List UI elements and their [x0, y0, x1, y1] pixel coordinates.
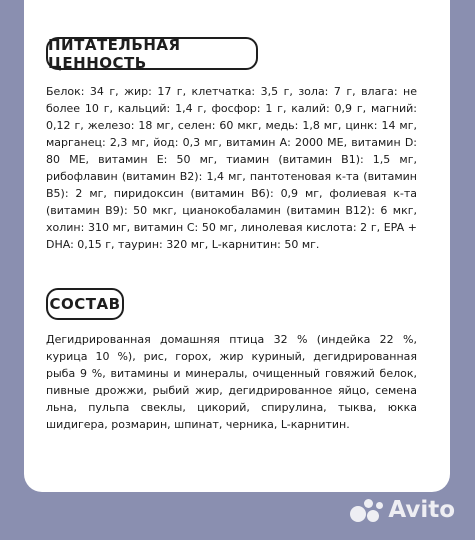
- avito-logo-icon: [350, 497, 384, 523]
- avito-watermark: [350, 497, 455, 523]
- composition-text: Дегидрированная домашняя птица 32 % (индейка 22 %, курица 10 %), рис, горох, жир куриный, дегидрированная рыба 9 %, витамины и минералы, очищенный говяжий белок, пивные дрожжи, рыбий жир, дегидрированное яйцо, семена льна, пульпа свеклы, цикорий, спирулина, тыква, юкка шидигера, розмарин, шпинат, черника, L-карнитин.: [46, 333, 417, 431]
- info-card: [24, 0, 450, 492]
- nutrition-text: Белок: 34 г, жир: 17 г, клетчатка: 3,5 г, зола: 7 г, влага: не более 10 г, кальций: 1,4 г, фосфор: 1 г, калий: 0,9 г, магний: 0,12 г, железо: 18 мг, селен: 60 мкг, медь: 1,8 мг, цинк: 14 мг, марганец: 2,3 мг, йод: 0,3 мг, витамин А: 2000 МЕ, витамин D: 80 МЕ, витамин Е: 50 мг, тиамин (витамин B1): 1,5 мг, рибофлавин (витамин B2): 1,4 мг, пантотеновая к-та (витамин B5): 2 мг, пиридоксин (витамин B6): 0,9 мг, фолиевая к-та (витамин B9): 50 мкг, цианокобаламин (витамин B12): 6 мкг, холин: 310 мг, витамин С: 50 мг, линолевая кислота: 2 г, EPA + DHA: 0,15 г, таурин: 320 мг, L-карнитин: 50 мг.: [46, 85, 417, 251]
- nutrition-heading: ПИТАТЕЛЬНАЯ ЦЕННОСТЬ: [46, 37, 258, 70]
- watermark-text: Avito: [388, 497, 455, 523]
- composition-heading: СОСТАВ: [46, 288, 124, 320]
